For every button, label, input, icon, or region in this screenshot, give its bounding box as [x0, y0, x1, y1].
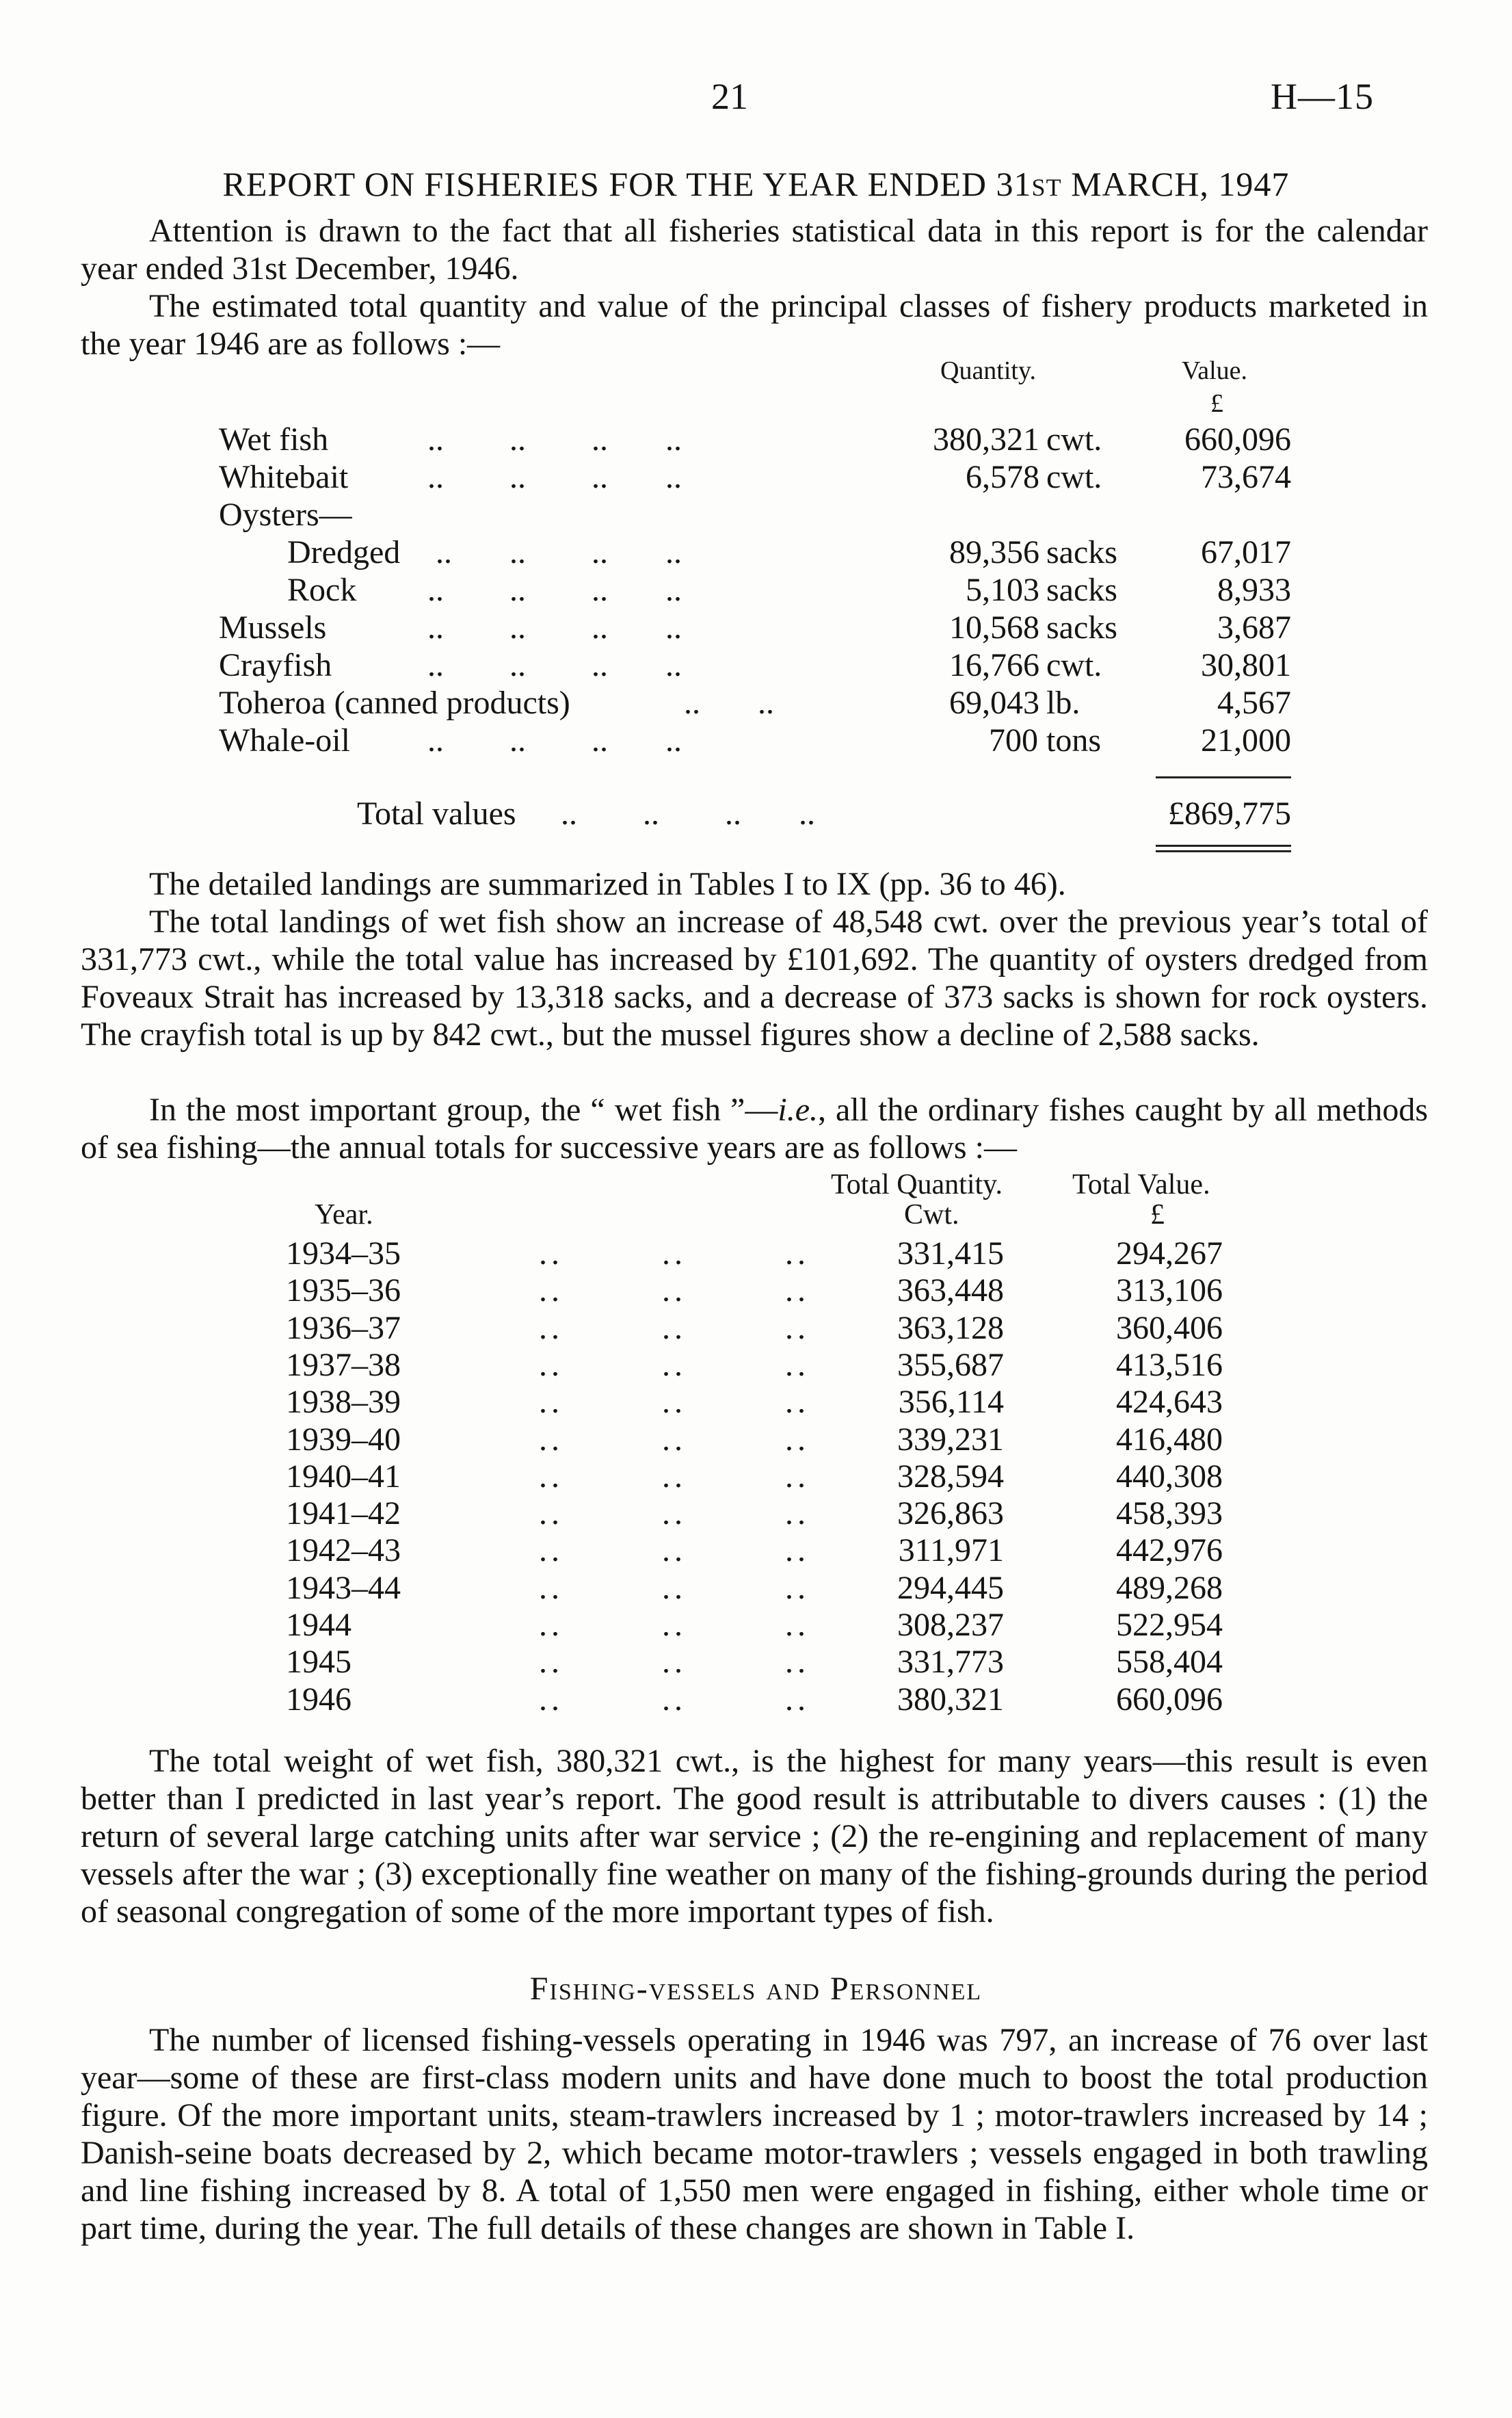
intro-paragraph-1: Attention is drawn to the fact that all fisheries statistical data in this report is for the calendar year ended 31st December, 1946.	[81, 213, 1428, 287]
leader-dots: .. .. ..	[539, 1309, 810, 1346]
subtotal-rule	[1156, 776, 1291, 778]
products-col-quantity: Quantity.	[940, 356, 1037, 385]
total-value-cell: 413,516	[1116, 1346, 1223, 1383]
year-cell: 1939–40	[286, 1421, 401, 1458]
leader-dots: .. .. ..	[539, 1681, 810, 1718]
product-name: Wet fish	[219, 421, 329, 458]
years-col-value: Total Value.	[1072, 1169, 1210, 1200]
product-value: 660,096	[1184, 421, 1291, 458]
total-quantity-cell: 339,231	[897, 1421, 1004, 1458]
leader-dots: .. .. .. ..	[427, 421, 682, 458]
leader-dots: .. .. .. ..	[561, 796, 815, 832]
product-name: Mussels	[219, 609, 327, 646]
product-unit: tons	[1046, 722, 1101, 759]
leader-dots: .. .. .. ..	[427, 572, 682, 608]
total-value-cell: 440,308	[1116, 1458, 1223, 1495]
leader-dots: .. .. .. ..	[427, 534, 682, 570]
leader-dots: .. .. ..	[539, 1458, 810, 1495]
p5-ie: i.e.	[778, 1092, 819, 1128]
product-unit: cwt.	[1046, 421, 1102, 458]
total-rule-bottom	[1156, 850, 1291, 852]
product-quantity: 10,568	[949, 609, 1039, 646]
p5-start: In the most important group, the “ wet fish ”—	[149, 1092, 778, 1128]
years-col-year: Year.	[315, 1199, 373, 1231]
paragraph-total-weight: The total weight of wet fish, 380,321 cwt., is the highest for many years—this result is even better than I predicted in last year’s report. The good result is attributable to divers causes : (1) the return of several large catching units after war service ; (2) the re-engining and replacement of many vessels after the war ; (3) exceptionally fine weather on many of the fishing-grounds during the period of seasonal congregation of some of the more important types of fish.	[81, 1743, 1428, 1930]
title-end: MARCH, 1947	[1061, 165, 1290, 203]
product-unit: sacks	[1046, 572, 1117, 608]
year-cell: 1946	[286, 1681, 352, 1718]
product-quantity: 16,766	[949, 647, 1039, 683]
leader-dots: .. .. .. ..	[427, 459, 682, 495]
total-quantity-cell: 363,448	[897, 1272, 1004, 1309]
leader-dots: .. ..	[684, 685, 774, 721]
total-quantity-cell: 363,128	[897, 1309, 1004, 1346]
product-value: 30,801	[1201, 647, 1291, 683]
leader-dots: .. .. ..	[539, 1346, 810, 1383]
page-number: 21	[711, 76, 748, 117]
intro-paragraph-2: The estimated total quantity and value of the principal classes of fishery products marketed in the year 1946 are as follows :—	[81, 288, 1428, 362]
product-value: 4,567	[1217, 685, 1291, 721]
product-name: Toheroa (canned products)	[219, 685, 570, 721]
report-title	[0, 164, 1512, 204]
total-quantity-cell: 331,773	[897, 1644, 1004, 1681]
total-value-cell: 522,954	[1116, 1607, 1223, 1643]
year-cell: 1936–37	[286, 1309, 401, 1346]
products-col-value-unit: £	[1210, 389, 1223, 418]
leader-dots: .. .. ..	[539, 1272, 810, 1309]
total-value-cell: 489,268	[1116, 1569, 1223, 1606]
product-group-label: Oysters—	[219, 497, 352, 533]
total-quantity-cell: 328,594	[897, 1458, 1004, 1495]
total-value-cell: 424,643	[1116, 1384, 1223, 1421]
product-value: 3,687	[1217, 609, 1291, 646]
product-quantity: 6,578	[966, 459, 1039, 495]
title-superscript: ST	[1031, 174, 1062, 201]
total-quantity-cell: 355,687	[897, 1346, 1004, 1383]
years-col-quantity-unit: Cwt.	[904, 1199, 959, 1231]
year-cell: 1945	[286, 1644, 352, 1681]
years-col-quantity: Total Quantity.	[831, 1169, 1003, 1200]
product-unit: sacks	[1046, 534, 1117, 570]
product-quantity: 69,043	[949, 685, 1039, 721]
year-cell: 1934–35	[286, 1235, 401, 1272]
leader-dots: .. .. ..	[539, 1495, 810, 1532]
leader-dots: .. .. ..	[539, 1384, 810, 1421]
p5-end: , all the ordinary fishes caught by all methods of sea fishing—the annual totals for successive years are as follows :—	[81, 1092, 1428, 1166]
leader-dots: .. .. ..	[539, 1644, 810, 1681]
total-quantity-cell: 308,237	[897, 1607, 1004, 1643]
section-heading: Fishing-vessels and Personnel	[529, 1971, 983, 2007]
total-value-cell: 660,096	[1116, 1681, 1223, 1718]
leader-dots: .. .. ..	[539, 1607, 810, 1643]
product-name: Crayfish	[219, 647, 332, 683]
paragraph-wet-fish-group	[81, 1091, 1428, 1166]
total-value-cell: 294,267	[1116, 1235, 1223, 1272]
total-value-cell: 442,976	[1116, 1532, 1223, 1569]
total-label: Total values	[357, 796, 516, 832]
year-cell: 1935–36	[286, 1272, 401, 1309]
product-unit: cwt.	[1046, 459, 1102, 495]
total-rule-top	[1156, 845, 1291, 847]
total-quantity-cell: 326,863	[897, 1495, 1004, 1532]
year-cell: 1944	[286, 1607, 352, 1643]
product-quantity: 380,321	[933, 421, 1039, 458]
total-value-cell: 558,404	[1116, 1644, 1223, 1681]
product-name: Dredged	[287, 534, 401, 570]
product-quantity: 5,103	[966, 572, 1039, 608]
leader-dots: .. .. .. ..	[427, 647, 682, 683]
total-value-cell: 458,393	[1116, 1495, 1223, 1532]
year-cell: 1941–42	[286, 1495, 401, 1532]
year-cell: 1938–39	[286, 1384, 401, 1421]
total-value: £869,775	[1168, 796, 1291, 832]
total-quantity-cell: 380,321	[897, 1681, 1004, 1718]
total-quantity-cell: 331,415	[897, 1235, 1004, 1272]
paragraph-tables-ref: The detailed landings are summarized in Tables I to IX (pp. 36 to 46).	[149, 866, 1066, 902]
product-name: Whitebait	[219, 459, 349, 495]
leader-dots: .. .. ..	[539, 1532, 810, 1569]
product-name: Rock	[287, 572, 357, 608]
leader-dots: .. .. ..	[539, 1421, 810, 1458]
product-value: 73,674	[1201, 459, 1291, 495]
year-cell: 1942–43	[286, 1532, 401, 1569]
year-cell: 1937–38	[286, 1346, 401, 1383]
document-reference: H—15	[1271, 76, 1374, 117]
product-quantity-value: 700	[988, 722, 1038, 759]
title-main: REPORT ON FISHERIES FOR THE YEAR ENDED 31	[222, 165, 1032, 203]
products-col-value: Value.	[1182, 356, 1248, 385]
total-value-cell: 360,406	[1116, 1309, 1223, 1346]
product-quantity: 89,356	[949, 534, 1039, 570]
product-value: 67,017	[1201, 534, 1291, 570]
total-quantity-cell: 356,114	[898, 1384, 1004, 1421]
year-cell: 1943–44	[286, 1569, 401, 1606]
leader-dots: .. .. .. ..	[427, 609, 682, 646]
product-value: 21,000	[1201, 722, 1291, 759]
product-value: 8,933	[1217, 572, 1291, 608]
total-quantity-cell: 311,971	[898, 1532, 1004, 1569]
total-value-cell: 313,106	[1116, 1272, 1223, 1309]
leader-dots: .. .. ..	[539, 1569, 810, 1606]
years-col-value-unit: £	[1150, 1199, 1165, 1231]
total-quantity-cell: 294,445	[897, 1569, 1004, 1606]
product-name: Whale-oil	[219, 722, 350, 759]
leader-dots: .. .. .. ..	[427, 722, 682, 759]
product-quantity	[903, 722, 1101, 759]
paragraph-landings: The total landings of wet fish show an increase of 48,548 cwt. over the previous year’s total of 331,773 cwt., while the total value has increased by £101,692. The quantity of oysters dredged from Foveaux Strait has increased by 13,318 sacks, and a decrease of 373 sacks is shown for rock oysters. The crayfish total is up by 842 cwt., but the mussel figures show a decline of 2,588 sacks.	[81, 904, 1428, 1053]
product-unit: sacks	[1046, 609, 1117, 646]
product-unit: cwt.	[1046, 647, 1102, 683]
paragraph-vessels: The number of licensed fishing-vessels operating in 1946 was 797, an increase of 76 over last year—some of these are first-class modern units and have done much to boost the total production figure. Of the more important units, steam-trawlers increased by 1 ; motor-trawlers increased by 14 ; Danish-seine boats decreased by 2, which became motor-trawlers ; vessels engaged in both trawling and line fishing increased by 8. A total of 1,550 men were engaged in fishing, either whole time or part time, during the year. The full details of these changes are shown in Table I.	[81, 2022, 1428, 2246]
total-value-cell: 416,480	[1116, 1421, 1223, 1458]
year-cell: 1940–41	[286, 1458, 401, 1495]
leader-dots: .. .. ..	[539, 1235, 810, 1272]
product-unit: lb.	[1046, 685, 1080, 721]
